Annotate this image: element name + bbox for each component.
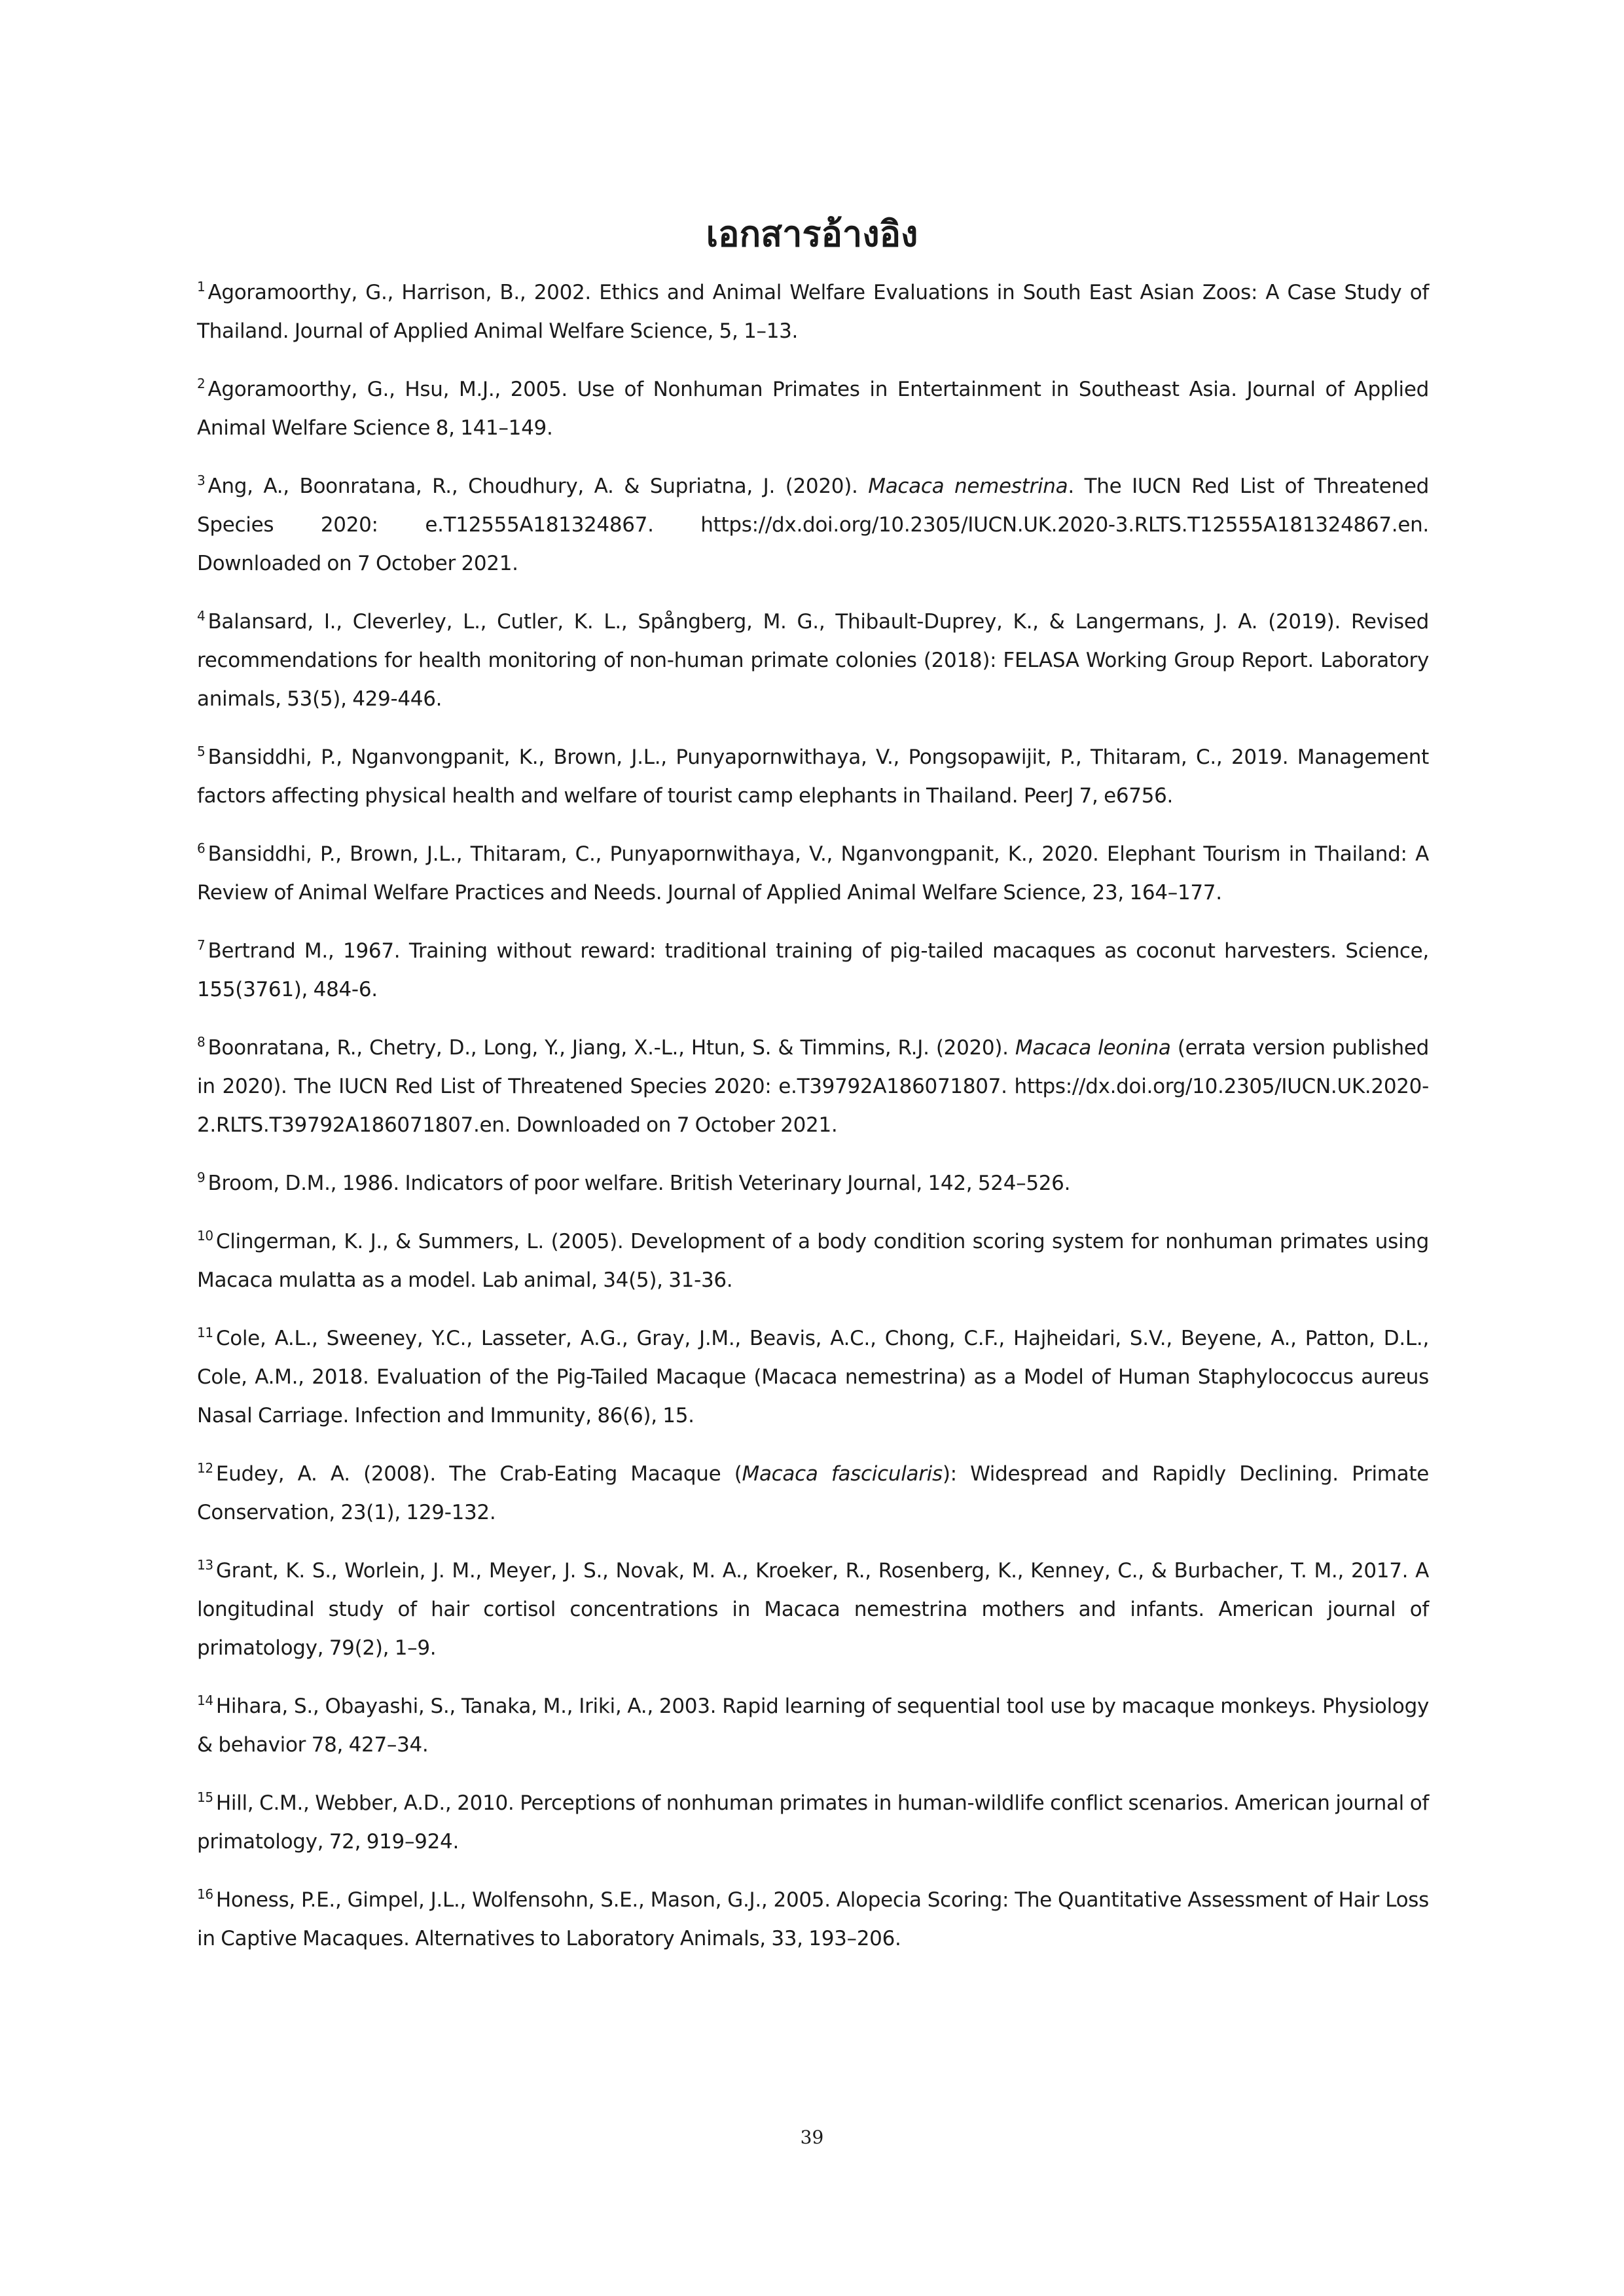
reference-item: $^3$ Ang, A., Boonratana, R., Choudhury, A. & Supriatna, J. (2020). Macaca nemestrina. The IUCN Red List of Threatened Species 2020: e.T12555A181324867. https://dx.doi.org/10.2305/IUCN.UK.2020-3.RLTS.T12555A181324867.en. Downloaded on 7 October 2021. <box>197 473 1429 575</box>
reference-number: 7 <box>197 937 206 953</box>
reference-item: $^{14}$ Hihara, S., Obayashi, S., Tanaka, M., Iriki, A., 2003. Rapid learning of sequential tool use by macaque monkeys. Physiology & behavior 78, 427–34. <box>197 1693 1429 1757</box>
reference-number: 2 <box>197 376 206 391</box>
reference-item: $^5$ Bansiddhi, P., Nganvongpanit, K., Brown, J.L., Punyapornwithaya, V., Pongsopawijit, P., Thitaram, C., 2019. Management factors affecting physical health and welfare of tourist camp elephants in Thailand. PeerJ 7, e6756. <box>197 744 1429 808</box>
reference-number: 10 <box>197 1228 213 1244</box>
reference-number: 5 <box>197 744 206 759</box>
page-title: เอกสารอ้างอิง <box>706 213 918 255</box>
reference-item: $^2$ Agoramoorthy, G., Hsu, M.J., 2005. Use of Nonhuman Primates in Entertainment in Southeast Asia. Journal of Applied Animal Welfare Science 8, 141–149. <box>197 376 1429 440</box>
reference-item: $^{15}$ Hill, C.M., Webber, A.D., 2010. Perceptions of nonhuman primates in human-wildlife conflict scenarios. American journal of primatology, 72, 919–924. <box>197 1789 1429 1854</box>
reference-number: 4 <box>197 608 206 624</box>
reference-number: 1 <box>197 279 206 295</box>
reference-number: 14 <box>197 1693 213 1708</box>
reference-number: 11 <box>197 1325 213 1340</box>
reference-item: $^{12}$ Eudey, A. A. (2008). The Crab-Eating Macaque (Macaca fascicularis): Widespread and Rapidly Declining. Primate Conservation, 23(1), 129-132. <box>197 1460 1430 1524</box>
reference-number: 13 <box>197 1557 213 1573</box>
reference-number: 15 <box>197 1789 213 1805</box>
reference-item: $^6$ Bansiddhi, P., Brown, J.L., Thitaram, C., Punyapornwithaya, V., Nganvongpanit, K., 2020. Elephant Tourism in Thailand: A Review of Animal Welfare Practices and Needs. Journal of Applied Animal Welfare Science, 23, 164–177. <box>197 840 1429 905</box>
reference-item: $^{11}$ Cole, A.L., Sweeney, Y.C., Lasseter, A.G., Gray, J.M., Beavis, A.C., Chong, C.F., Hajheidari, S.V., Beyene, A., Patton, D.L., Cole, A.M., 2018. Evaluation of the Pig-Tailed Macaque (Macaca nemestrina) as a Model of Human Staphylococcus aureus Nasal Carriage. Infection and Immunity, 86(6), 15. <box>197 1325 1429 1427</box>
reference-number: 8 <box>197 1034 206 1050</box>
reference-number: 12 <box>197 1460 213 1476</box>
page-number: 39 <box>800 2126 824 2148</box>
reference-item: $^{13}$ Grant, K. S., Worlein, J. M., Meyer, J. S., Novak, M. A., Kroeker, R., Rosenberg, K., Kenney, C., & Burbacher, T. M., 2017. A longitudinal study of hair cortisol concentrations in Macaca nemestrina mothers and infants. American journal of primatology, 79(2), 1–9. <box>197 1557 1429 1660</box>
reference-item: $^8$ Boonratana, R., Chetry, D., Long, Y., Jiang, X.-L., Htun, S. & Timmins, R.J. (2020). Macaca leonina (errata version published in 2020). The IUCN Red List of Threatened Species 2020: e.T39792A186071807. https://dx.doi.org/10.2305/IUCN.UK.2020-2.RLTS.T39792A186071807.en. Downloaded on 7 October 2021. <box>197 1034 1429 1137</box>
reference-item: $^{16}$ Honess, P.E., Gimpel, J.L., Wolfensohn, S.E., Mason, G.J., 2005. Alopecia Scoring: The Quantitative Assessment of Hair Loss in Captive Macaques. Alternatives to Laboratory Animals, 33, 193–206. <box>197 1886 1429 1950</box>
reference-item: $^7$ Bertrand M., 1967. Training without reward: traditional training of pig-tailed macaques as coconut harvesters. Science, 155(3761), 484-6. <box>197 937 1429 1001</box>
reference-item: $^1$ Agoramoorthy, G., Harrison, B., 2002. Ethics and Animal Welfare Evaluations in South East Asian Zoos: A Case Study of Thailand. Journal of Applied Animal Welfare Science, 5, 1–13. <box>197 279 1429 343</box>
reference-list <box>197 274 1429 1978</box>
reference-number: 6 <box>197 840 206 856</box>
reference-number: 3 <box>197 473 206 488</box>
reference-item: $^9$ Broom, D.M., 1986. Indicators of poor welfare. British Veterinary Journal, 142, 524–526. <box>197 1170 1071 1195</box>
reference-item: $^4$ Balansard, I., Cleverley, L., Cutler, K. L., Spångberg, M. G., Thibault-Duprey, K., & Langermans, J. A. (2019). Revised recommendations for health monitoring of non-human primate colonies (2018): FELASA Working Group Report. Laboratory animals, 53(5), 429-446. <box>197 608 1429 711</box>
reference-item: $^{10}$ Clingerman, K. J., & Summers, L. (2005). Development of a body condition scoring system for nonhuman primates using Macaca mulatta as a model. Lab animal, 34(5), 31-36. <box>197 1228 1429 1292</box>
reference-number: 9 <box>197 1170 206 1185</box>
reference-number: 16 <box>197 1886 213 1902</box>
